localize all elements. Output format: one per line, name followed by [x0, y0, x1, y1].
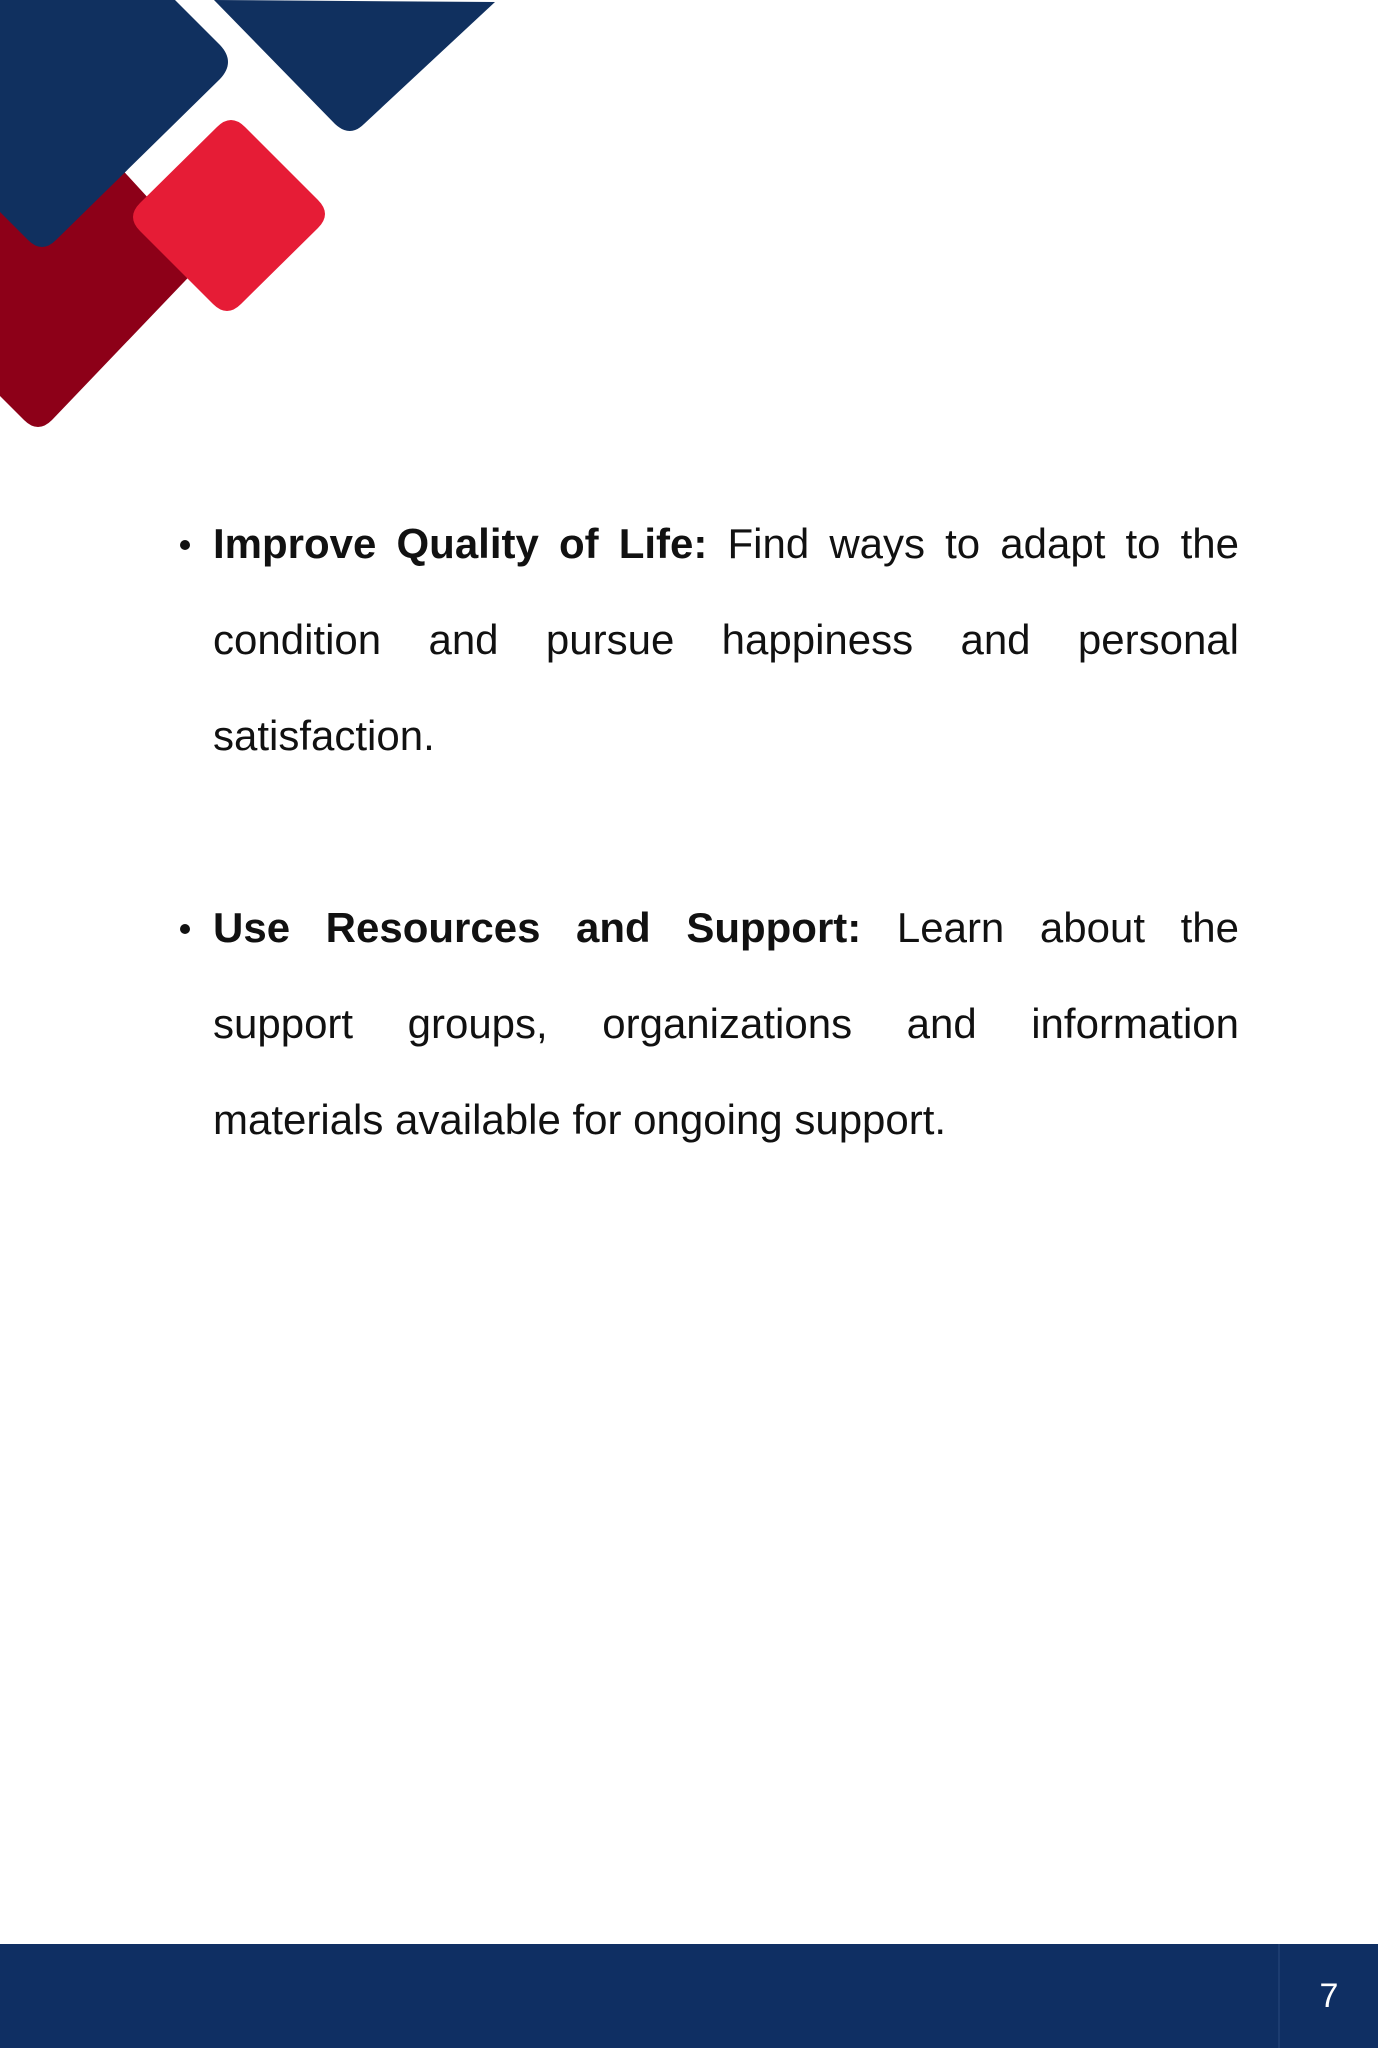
bullet-text: Learn about the support groups, organizations and information materials available for ongoing support.	[213, 904, 1239, 1143]
bullet-title: Improve Quality of Life:	[213, 520, 728, 567]
bullet-text: Find ways to adapt to the condition and pursue happiness and personal satisfaction.	[213, 520, 1239, 759]
bullet-title: Use Resources and Support:	[213, 904, 897, 951]
bullet-item-resources-support	[213, 880, 1239, 1168]
navy-triangle-top	[214, 0, 495, 131]
bullet-icon	[180, 540, 190, 550]
footer-bar	[0, 1944, 1378, 2048]
page-number: 7	[1278, 1944, 1378, 2048]
bullet-list	[213, 496, 1239, 1168]
bullet-icon	[180, 924, 190, 934]
decorative-diamond-shapes	[0, 0, 560, 460]
bullet-item-quality-of-life	[213, 496, 1239, 784]
